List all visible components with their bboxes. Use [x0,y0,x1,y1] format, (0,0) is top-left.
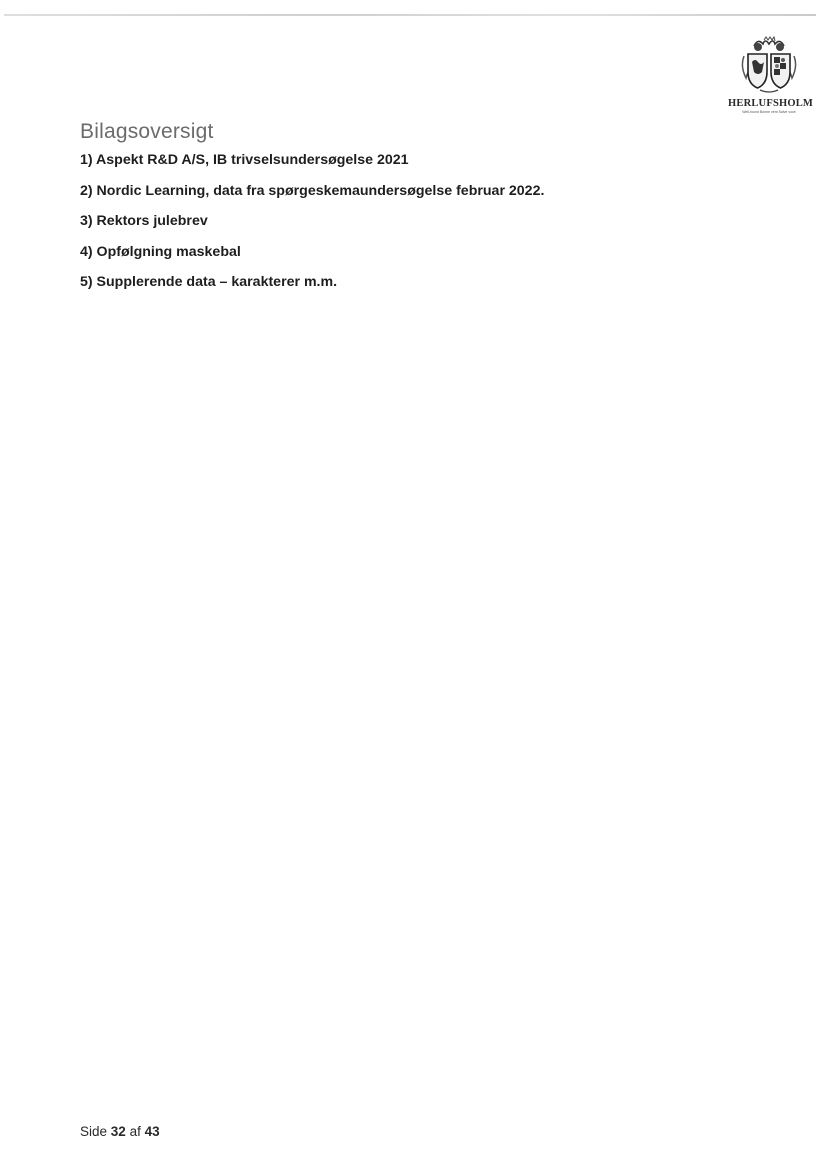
scan-artifact-line [4,14,816,16]
total-pages: 43 [144,1124,160,1139]
appendix-list [80,148,544,301]
page-number [80,1124,160,1139]
logo-name: HERLUFSHOLM [728,98,814,109]
page-number-prefix: Side [80,1124,108,1139]
school-logo [728,36,814,118]
list-item: 3) Rektors julebrev [80,213,208,230]
logo-motto: Well-found Bonne vent Salve voce [742,110,796,114]
page-heading: Bilagsoversigt [80,120,214,143]
page-number-separator: af [129,1124,141,1139]
list-item: 2) Nordic Learning, data fra spørgeskemaundersøgelse februar 2022. [80,182,545,199]
herlufsholm-crest-icon [738,36,800,96]
current-page: 32 [110,1124,126,1139]
list-item: 1) Aspekt R&D A/S, IB trivselsundersøgelse 2021 [80,152,409,168]
list-item: 4) Opfølgning maskebal [80,243,241,260]
list-item: 5) Supplerende data – karakterer m.m. [80,274,338,291]
